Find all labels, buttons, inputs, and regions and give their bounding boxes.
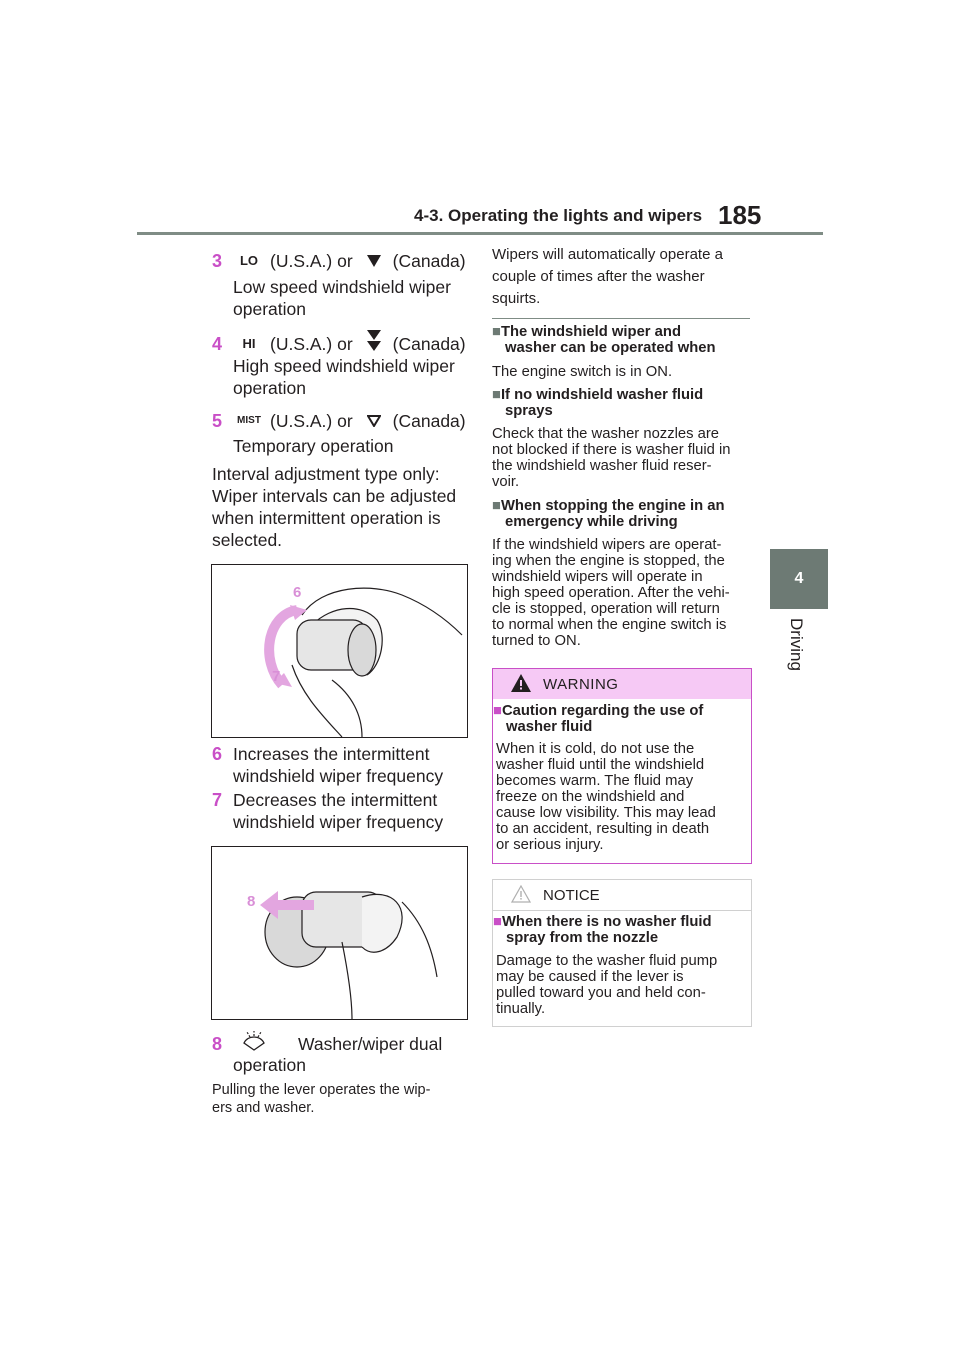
paragraph bbox=[492, 426, 731, 490]
heading-washer-operated-when bbox=[492, 324, 716, 356]
notice-heading bbox=[493, 914, 712, 946]
body-line: When it is cold, do not use the bbox=[496, 741, 695, 757]
heading-no-washer-fluid bbox=[492, 387, 703, 419]
body-line: Damage to the washer fluid pump bbox=[496, 953, 718, 969]
up-triangle-outline-icon bbox=[367, 410, 383, 432]
body-line: becomes warm. The fluid may bbox=[496, 773, 694, 789]
heading-stopping-engine bbox=[492, 498, 725, 530]
step-desc: windshield wiper frequency bbox=[233, 766, 444, 786]
note-line: Pulling the lever operates the wip- bbox=[212, 1082, 431, 1098]
note-line: ers and washer. bbox=[212, 1100, 315, 1116]
step-number: 5 bbox=[212, 411, 223, 431]
step-7-line bbox=[212, 789, 437, 811]
warning-box bbox=[492, 668, 752, 864]
interval-line: selected. bbox=[212, 530, 283, 550]
step-number: 7 bbox=[212, 790, 223, 810]
heading-line: If no windshield washer fluid bbox=[500, 387, 704, 403]
wiper-lever-figure-1 bbox=[211, 564, 468, 738]
notice-header bbox=[493, 880, 751, 910]
paragraph-line: high speed operation. After the vehi- bbox=[492, 585, 730, 601]
step-number: 3 bbox=[212, 251, 223, 271]
step-desc: Low speed windshield wiper bbox=[233, 277, 451, 297]
heading-line: washer can be operated when bbox=[505, 340, 716, 356]
paragraph-line: cle is stopped, operation will return bbox=[492, 601, 720, 617]
section-divider bbox=[492, 318, 750, 319]
warning-body bbox=[496, 741, 716, 853]
step-text: Increases the intermittent bbox=[233, 744, 430, 764]
body-line: freeze on the windshield and bbox=[496, 789, 685, 805]
heading-line: When there is no washer fluid bbox=[501, 914, 712, 930]
paragraph-line: Check that the washer nozzles are bbox=[492, 426, 720, 442]
step-6-line bbox=[212, 743, 429, 765]
hi-symbol: HI bbox=[242, 335, 256, 351]
warning-title: WARNING bbox=[543, 676, 619, 693]
notice-box bbox=[492, 879, 752, 1027]
lo-symbol: LO bbox=[239, 253, 259, 268]
notice-body bbox=[496, 953, 717, 1017]
intro-paragraph bbox=[492, 244, 723, 310]
step-text: (U.S.A.) or bbox=[270, 251, 353, 271]
body-line: washer fluid until the windshield bbox=[496, 757, 705, 773]
square-bullet-icon: ■ bbox=[493, 703, 502, 719]
paragraph-line: the windshield washer fluid reser- bbox=[492, 458, 712, 474]
body-line: cause low visibility. This may lead bbox=[496, 805, 716, 821]
heading-line: The windshield wiper and bbox=[500, 324, 681, 340]
heading-line: washer fluid bbox=[506, 719, 593, 735]
mist-symbol: MIST bbox=[237, 415, 261, 426]
chapter-label: Driving bbox=[787, 618, 806, 671]
paragraph-line: windshield wipers will operate in bbox=[492, 569, 703, 585]
step-desc: High speed windshield wiper bbox=[233, 356, 455, 376]
chapter-tab: 4 bbox=[770, 549, 828, 609]
step-text: (U.S.A.) or bbox=[270, 411, 353, 431]
step-number: 6 bbox=[212, 744, 223, 764]
warning-heading bbox=[493, 703, 703, 735]
step-number: 8 bbox=[212, 1033, 223, 1054]
interval-line: Interval adjustment type only: bbox=[212, 464, 440, 484]
heading-line: When stopping the engine in an bbox=[500, 498, 725, 514]
section-title: 4-3. Operating the lights and wipers bbox=[414, 206, 703, 225]
figure-label-8: 8 bbox=[247, 893, 256, 910]
step-text: Washer/wiper dual bbox=[298, 1033, 443, 1054]
washer-icon bbox=[242, 1031, 270, 1056]
intro-line: squirts. bbox=[492, 290, 541, 307]
lever-pull-illustration bbox=[212, 847, 467, 1019]
intro-line: couple of times after the washer bbox=[492, 268, 705, 285]
interval-line: Wiper intervals can be adjusted bbox=[212, 486, 457, 506]
paragraph-line: turned to ON. bbox=[492, 633, 581, 649]
header-rule bbox=[137, 232, 823, 235]
step-text: (Canada) bbox=[392, 251, 466, 271]
paragraph: The engine switch is in ON. bbox=[492, 364, 673, 380]
step-text: (Canada) bbox=[392, 333, 466, 354]
heading-line: Caution regarding the use of bbox=[501, 703, 704, 719]
square-bullet-icon: ■ bbox=[492, 387, 501, 403]
step-3-line bbox=[212, 250, 466, 272]
step-number: 4 bbox=[212, 333, 223, 354]
step-desc: operation bbox=[233, 299, 306, 319]
body-line: tinually. bbox=[496, 1001, 546, 1017]
paragraph-line: to normal when the engine switch is bbox=[492, 617, 727, 633]
figure-label-6: 6 bbox=[293, 584, 302, 601]
heading-line: emergency while driving bbox=[505, 514, 678, 530]
square-bullet-icon: ■ bbox=[492, 498, 501, 514]
step-desc: operation bbox=[233, 1055, 306, 1075]
step-desc: operation bbox=[233, 378, 306, 398]
down-triangle-icon bbox=[367, 250, 383, 272]
notice-title: NOTICE bbox=[543, 887, 600, 904]
wiper-lever-figure-2 bbox=[211, 846, 468, 1020]
body-line: may be caused if the lever is bbox=[496, 969, 684, 985]
step-5-line bbox=[212, 410, 466, 432]
double-down-triangle-icon bbox=[367, 330, 383, 357]
paragraph-line: voir. bbox=[492, 474, 520, 490]
body-line: pulled toward you and held con- bbox=[496, 985, 706, 1001]
step-text: (U.S.A.) or bbox=[270, 333, 353, 354]
step-desc: windshield wiper frequency bbox=[233, 812, 444, 832]
paragraph-line: not blocked if there is washer fluid in bbox=[492, 442, 731, 458]
notice-divider bbox=[493, 910, 751, 911]
page-number: 185 bbox=[718, 200, 762, 230]
step-desc: Temporary operation bbox=[233, 436, 394, 456]
caution-triangle-icon bbox=[511, 885, 531, 908]
figure-label-7: 7 bbox=[272, 668, 281, 685]
step-text: Decreases the intermittent bbox=[233, 790, 438, 810]
heading-line: spray from the nozzle bbox=[506, 930, 659, 946]
heading-line: sprays bbox=[505, 403, 553, 419]
square-bullet-icon: ■ bbox=[493, 914, 502, 930]
warning-triangle-icon bbox=[511, 674, 531, 697]
step-8-line bbox=[212, 1031, 442, 1056]
body-line: to an accident, resulting in death bbox=[496, 821, 710, 837]
paragraph-line: ing when the engine is stopped, the bbox=[492, 553, 725, 569]
step-text: (Canada) bbox=[392, 411, 466, 431]
body-line: or serious injury. bbox=[496, 837, 604, 853]
paragraph-line: If the windshield wipers are operat- bbox=[492, 537, 722, 553]
paragraph bbox=[492, 537, 730, 649]
step-4-line bbox=[212, 330, 466, 357]
interval-line: when intermittent operation is bbox=[212, 508, 441, 528]
square-bullet-icon: ■ bbox=[492, 324, 501, 340]
lever-rotation-illustration bbox=[212, 565, 467, 737]
warning-header bbox=[493, 669, 751, 699]
intro-line: Wipers will automatically operate a bbox=[492, 246, 723, 263]
